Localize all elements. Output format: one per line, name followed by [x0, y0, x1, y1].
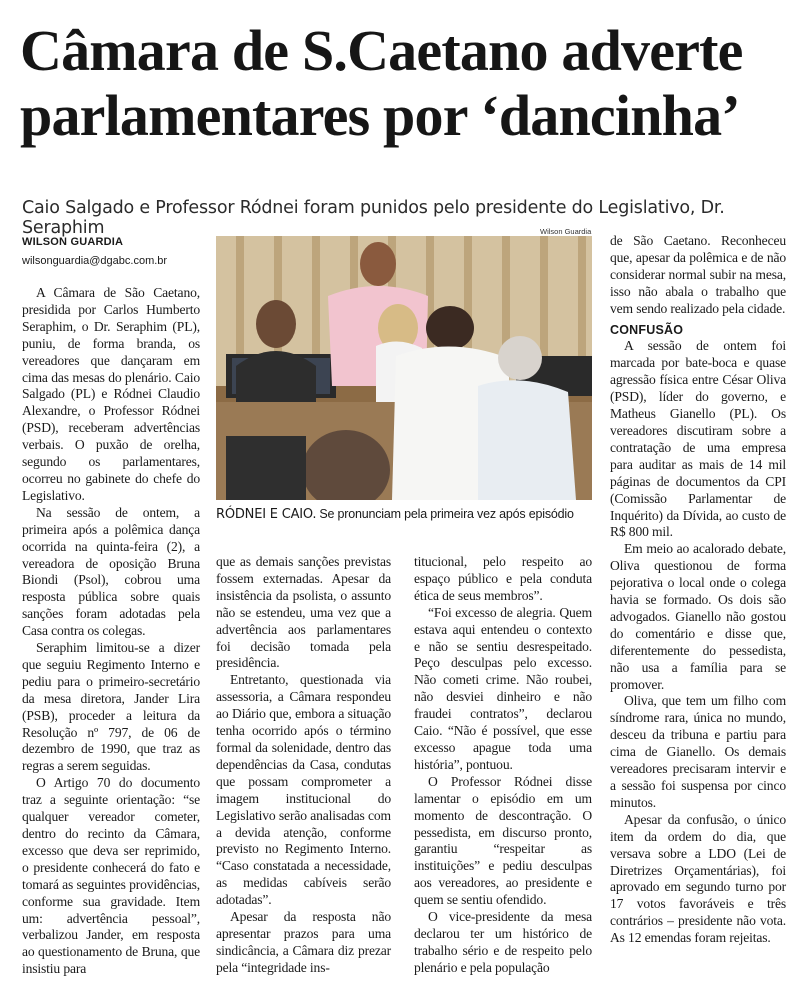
- paragraph: Seraphim limitou-se a dizer que seguiu Regimento Interno e pediu para o primeiro-secretário da mesa diretora, Jander Lira (PSB), proceder a leitura da Resolução nº 797, de 06 de dezembro de 1990, que traz as regras a serem seguidas.: [22, 640, 200, 774]
- paragraph: O Artigo 70 do documento traz a seguinte orientação: “se qualquer vereador cometer, dentro do recinto da Câmara, excesso que deva ser reprimido, o presidente conhecerá do fato e tomará as seguintes providências, conforme sua gravidade. Item um: advertência pessoal”, verbalizou Jander, em resposta ao questionamento de Bruna, que insistiu para: [22, 775, 200, 977]
- subheadline: Caio Salgado e Professor Ródnei foram punidos pelo presidente do Legislativo, Dr. Seraphim: [22, 198, 725, 238]
- paragraph: Oliva, que tem um filho com síndrome rara, única no mundo, desceu da tribuna e partiu para cima de Gianello. Os demais vereadores precisaram intervir e a sessão foi suspensa por cinco minutos.: [610, 693, 786, 810]
- headline-line-1: Câmara de S.Caetano adverte: [20, 18, 743, 83]
- caption-text: Se pronunciam pela primeira vez após episódio: [319, 507, 574, 521]
- paragraph: Apesar da resposta não apresentar prazos para uma sindicância, a Câmara diz prezar pela “integridade ins-: [216, 909, 391, 975]
- body-column-4: [610, 233, 786, 947]
- paragraph: O vice-presidente da mesa declarou ter um histórico de trabalho sério e de respeito pelo plenário e pela população: [414, 909, 592, 975]
- body-column-1: [22, 285, 200, 978]
- caption-lead: RÓDNEI E CAIO.: [216, 507, 317, 522]
- paragraph: Em meio ao acalorado debate, Oliva questionou de forma pejorativa o local onde o colega havia se formado. Os dois são advogados. Gianello não gostou do comentário e disse que, diferentemente do pessedista, não usa a família para se promover.: [610, 541, 786, 692]
- paragraph: A Câmara de São Caetano, presidida por Carlos Humberto Seraphim, o Dr. Seraphim (PL), puniu, de forma branda, os vereadores que dançaram em cima das mesas do plenário. Caio Salgado (PL) e Ródnei Claudio Alexandre, o Professor Ródnei (PSD), receberam advertências verbais. O puxão de orelha, segundo os parlamentares, ocorreu no gabinete do chefe do Legislativo.: [22, 285, 200, 503]
- paragraph: titucional, pelo respeito ao espaço público e pela conduta ética de seus membros”.: [414, 554, 592, 603]
- paragraph: Apesar da confusão, o único item da ordem do dia, que versava sobre a LDO (Lei de Diretrizes Orçamentárias), foi aprovado em segundo turno por 17 votos favoráveis e três contrários – presidente não vota. As 12 emendas foram rejeitas.: [610, 811, 786, 946]
- paragraph: Na sessão de ontem, a primeira após a polêmica dança ocorrida na quinta-feira (2), a vereadora de oposição Bruna Biondi (Psol), cobrou uma resposta pública sobre quais sanções foram adotadas pela Casa contra os colegas.: [22, 504, 200, 639]
- paragraph: de São Caetano. Reconheceu que, apesar da polêmica e de não considerar normal subir na mesa, isso não abala o trabalho que vem sendo realizado pela cidade.: [610, 233, 786, 316]
- paragraph: A sessão de ontem foi marcada por bate-boca e quase agressão física entre César Oliva (PSD), líder do governo, e Matheus Gianello (PL). Os vereadores discutiram sobre a contratação de uma empresa para auditar as mais de 14 mil páginas de documentos da CPI (Comissão Parlamentar de Inquérito) da Dívida, ao custo de R$ 800 mil.: [610, 338, 786, 540]
- body-column-2: [216, 554, 391, 977]
- photo-caption: [216, 507, 596, 522]
- body-column-3: [414, 554, 592, 977]
- section-subhead: CONFUSÃO: [610, 322, 684, 337]
- photo-credit: Wilson Guardia: [540, 227, 592, 236]
- photo-illustration: [216, 236, 592, 500]
- paragraph: Entretanto, questionada via assessoria, a Câmara respondeu ao Diário que, embora a situação tenha ocorrido após o término formal da solenidade, dentro das dependências da Casa, condutas que possam comprometer a imagem institucional do Legislativo serão analisadas com a devida atenção, conforme previsto no Regimento Interno. “Caso constatada a necessidade, as medidas cabíveis serão adotadas”.: [216, 672, 391, 908]
- author-byline: WILSON GUARDIA: [22, 236, 124, 248]
- paragraph: O Professor Ródnei disse lamentar o episódio em um momento de descontração. O pessedista, em discurso pronto, garantiu “respeitar as instituições” e pediu desculpas aos vereadores, ao presidente e quem se sentiu ofendido.: [414, 773, 592, 908]
- paragraph: que as demais sanções previstas fossem externadas. Apesar da insistência da psolista, o assunto não se estendeu, uma vez que a advertência aos parlamentares foi decisão tomada pela presidência.: [216, 554, 391, 671]
- paragraph: “Foi excesso de alegria. Quem estava aqui entendeu o contexto e não se sentiu desrespeitado. Peço desculpas pelo excesso. Não cometi crime. Não roubei, não desviei dinheiro e não fraudei contratos”, declarou Caio. “Não é possível, que esse excesso apague toda uma história”, pontuou.: [414, 604, 592, 772]
- author-email: wilsonguardia@dgabc.com.br: [22, 255, 168, 267]
- headline-line-2: parlamentares por ‘dancinha’: [20, 83, 740, 148]
- article-photo: [216, 236, 592, 500]
- headline: [20, 18, 790, 148]
